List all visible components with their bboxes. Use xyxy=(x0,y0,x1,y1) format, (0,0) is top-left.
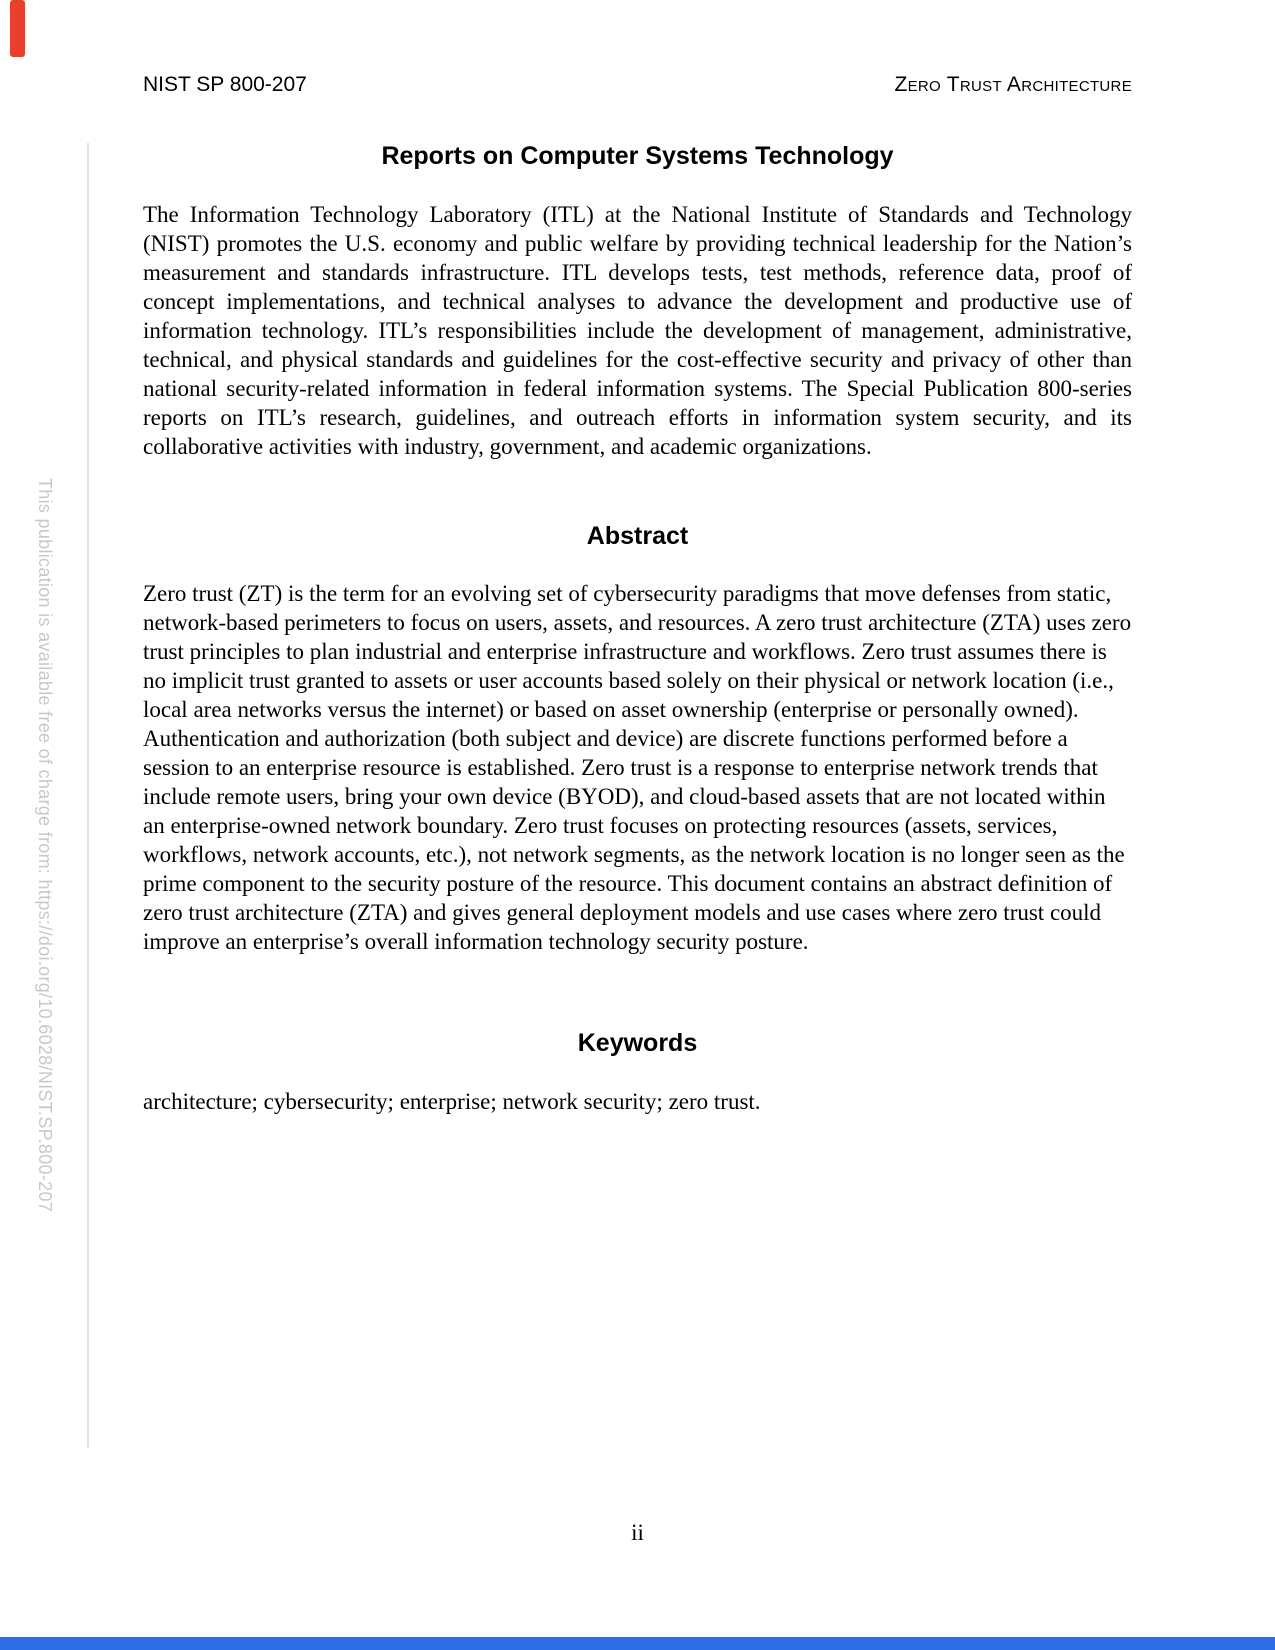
running-header xyxy=(143,73,1132,97)
abstract-paragraph: Zero trust (ZT) is the term for an evolving set of cybersecurity paradigms that move defenses from static, network-based perimeters to focus on users, assets, and resources. A zero trust architecture (ZTA) uses zero trust principles to plan industrial and enterprise infrastructure and workflows. Zero trust assumes there is no implicit trust granted to assets or user accounts based solely on their physical or network location (i.e., local area networks versus the internet) or based on asset ownership (enterprise or personally owned). Authentication and authorization (both subject and device) are discrete functions performed before a session to an enterprise resource is established. Zero trust is a response to enterprise network trends that include remote users, bring your own device (BYOD), and cloud-based assets that are not located within an enterprise-owned network boundary. Zero trust focuses on protecting resources (assets, services, workflows, network accounts, etc.), not network segments, as the network location is no longer seen as the prime component to the security posture of the resource. This document contains an abstract definition of zero trust architecture (ZTA) and gives general deployment models and use cases where zero trust could improve an enterprise’s overall information technology security posture. xyxy=(143,581,1132,954)
keywords-heading: Keywords xyxy=(577,1029,698,1057)
header-document-id: NIST SP 800-207 xyxy=(143,73,307,96)
keywords-list: architecture; cybersecurity; enterprise; network security; zero trust. xyxy=(143,1089,761,1114)
red-edge-marker xyxy=(10,0,25,57)
abstract-heading: Abstract xyxy=(586,522,689,550)
bottom-accent-bar xyxy=(0,1637,1275,1650)
report-section-title: Reports on Computer Systems Technology xyxy=(381,142,894,170)
report-section-paragraph: The Information Technology Laboratory (ITL) at the National Institute of Standards and Technology (NIST) promotes the U.S. economy and public welfare by providing technical leadership for the Nation’s measurement and standards infrastructure. ITL develops tests, test methods, reference data, proof of concept implementations, and technical analyses to advance the development and productive use of information technology. ITL’s responsibilities include the development of management, administrative, technical, and physical standards and guidelines for the cost-effective security and privacy of other than national security-related information in federal information systems. The Special Publication 800-series reports on ITL’s research, guidelines, and outreach efforts in information system security, and its collaborative activities with industry, government, and academic organizations. xyxy=(143,202,1132,459)
sidebar-publication-note: This publication is available free of charge from: https://doi.org/10.6028/NIST.SP.800-207 xyxy=(35,478,55,1213)
left-margin-rule xyxy=(87,143,89,1448)
header-document-title: Zero Trust Architecture xyxy=(894,73,1132,96)
page-number: ii xyxy=(631,1520,644,1545)
